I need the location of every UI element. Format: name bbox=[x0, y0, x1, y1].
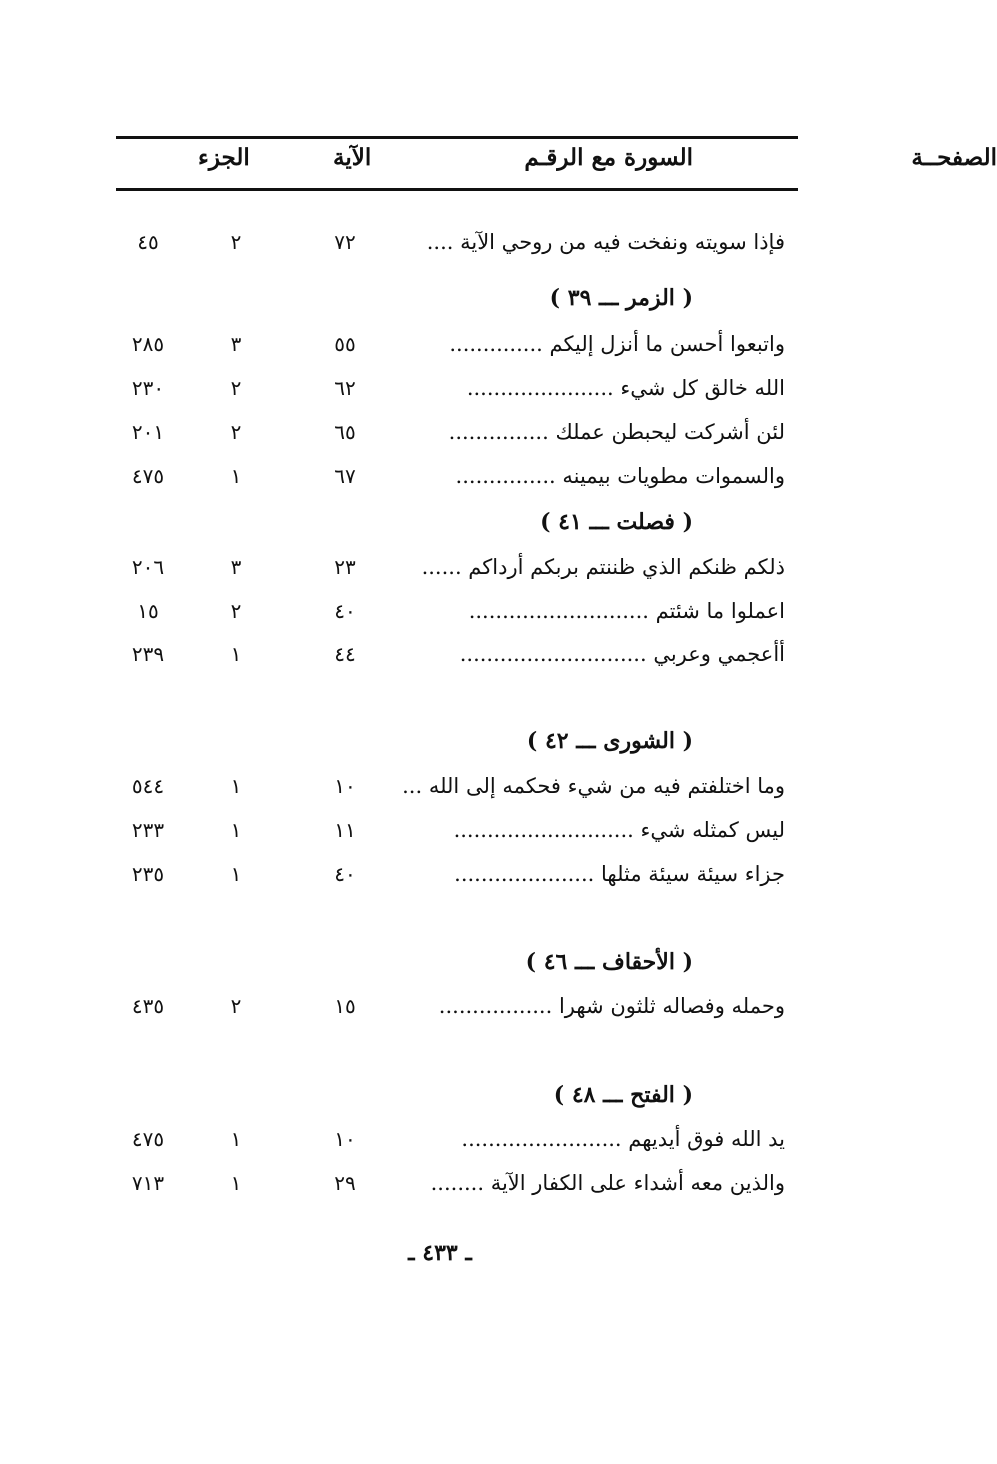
ayah-number: ٦٧ bbox=[334, 464, 356, 488]
page-number: ـ ٤٣٣ ـ bbox=[408, 1240, 472, 1266]
ayah-number: ١٥ bbox=[334, 994, 356, 1018]
verse-text: اعملوا ما شئتم ........................... bbox=[468, 599, 785, 623]
table-row bbox=[0, 547, 881, 587]
table-row bbox=[0, 810, 881, 850]
table-row bbox=[0, 368, 881, 408]
page-ref: ٤٣٥ bbox=[131, 994, 165, 1018]
ayah-number: ٦٢ bbox=[334, 376, 356, 400]
page-ref: ٤٧٥ bbox=[131, 464, 165, 488]
verse-text: الله خالق كل شيء ...................... bbox=[466, 376, 785, 400]
page-ref: ٢٠١ bbox=[131, 420, 165, 444]
table-row bbox=[0, 222, 881, 262]
table-row bbox=[0, 986, 881, 1026]
page-ref: ٤٥ bbox=[137, 230, 159, 254]
juz-number: ٢ bbox=[230, 599, 242, 623]
juz-number: ٢ bbox=[230, 230, 242, 254]
surah-heading bbox=[0, 502, 881, 542]
table-row bbox=[0, 324, 881, 364]
verse-text: وحمله وفصاله ثلثون شهرا ................. bbox=[438, 994, 785, 1018]
ayah-number: ١٠ bbox=[334, 1127, 356, 1151]
page-ref: ٢٠٦ bbox=[131, 555, 165, 579]
verse-text: وما اختلفتم فيه من شيء فحكمه إلى الله ... bbox=[402, 774, 785, 798]
verse-text: والسموات مطويات بيمينه ............... bbox=[455, 464, 785, 488]
juz-number: ١ bbox=[230, 642, 242, 666]
verse-text: أأعجمي وعربي ............................ bbox=[459, 642, 785, 666]
surah-heading-label: ( الأحقاف ـــ ٤٦ ) bbox=[525, 949, 693, 975]
verse-text: لئن أشركت ليحبطن عملك ............... bbox=[448, 420, 785, 444]
ayah-number: ٢٣ bbox=[334, 555, 356, 579]
surah-heading bbox=[0, 942, 881, 982]
ayah-number: ١١ bbox=[334, 818, 356, 842]
verse-text: والذين معه أشداء على الكفار الآية ........ bbox=[430, 1171, 785, 1195]
surah-heading bbox=[0, 1075, 881, 1115]
table-row bbox=[0, 456, 881, 496]
column-header-page: الصفحــة bbox=[911, 144, 997, 171]
ayah-number: ٤٠ bbox=[334, 862, 356, 886]
page-ref: ٧١٣ bbox=[131, 1171, 165, 1195]
table-row bbox=[0, 634, 881, 674]
table-row bbox=[0, 1119, 881, 1159]
ayah-number: ٧٢ bbox=[334, 230, 356, 254]
surah-heading bbox=[0, 721, 881, 761]
ayah-number: ٢٩ bbox=[334, 1171, 356, 1195]
page-ref: ٢٣٣ bbox=[131, 818, 165, 842]
juz-number: ١ bbox=[230, 818, 242, 842]
juz-number: ٢ bbox=[230, 376, 242, 400]
page-ref: ٢٣٩ bbox=[131, 642, 165, 666]
juz-number: ١ bbox=[230, 862, 242, 886]
page-ref: ٥٤٤ bbox=[131, 774, 165, 798]
verse-text: واتبعوا أحسن ما أنزل إليكم .............. bbox=[449, 332, 785, 356]
ayah-number: ٤٤ bbox=[334, 642, 356, 666]
surah-heading-label: ( الزمر ـــ ٣٩ ) bbox=[549, 285, 693, 311]
page-ref: ٢٣٠ bbox=[131, 376, 165, 400]
column-header-surah: السورة مع الرقـم bbox=[524, 144, 693, 171]
verse-text: يد الله فوق أيديهم ........................ bbox=[461, 1127, 785, 1151]
surah-heading bbox=[0, 278, 881, 318]
ayah-number: ٤٠ bbox=[334, 599, 356, 623]
surah-heading-label: ( الفتح ـــ ٤٨ ) bbox=[553, 1082, 693, 1108]
table-row bbox=[0, 591, 881, 631]
verse-text: جزاء سيئة سيئة مثلها ..................... bbox=[454, 862, 785, 886]
surah-heading-label: ( الشورى ـــ ٤٢ ) bbox=[526, 728, 693, 754]
ayah-number: ٥٥ bbox=[334, 332, 356, 356]
table-row bbox=[0, 1163, 881, 1203]
column-header-juz: الجزء bbox=[198, 144, 250, 171]
page-ref: ١٥ bbox=[137, 599, 159, 623]
table-row bbox=[0, 854, 881, 894]
table-row bbox=[0, 766, 881, 806]
juz-number: ٢ bbox=[230, 420, 242, 444]
verse-text: ذلكم ظنكم الذي ظننتم بربكم أرداكم ...... bbox=[421, 555, 785, 579]
juz-number: ٣ bbox=[230, 555, 242, 579]
juz-number: ١ bbox=[230, 1171, 242, 1195]
juz-number: ٢ bbox=[230, 994, 242, 1018]
column-header-ayah: الآية bbox=[333, 144, 372, 171]
ayah-number: ١٠ bbox=[334, 774, 356, 798]
surah-heading-label: ( فصلت ـــ ٤١ ) bbox=[540, 509, 693, 535]
page-ref: ٤٧٥ bbox=[131, 1127, 165, 1151]
ayah-number: ٦٥ bbox=[334, 420, 356, 444]
table-row bbox=[0, 412, 881, 452]
page-ref: ٢٣٥ bbox=[131, 862, 165, 886]
juz-number: ٣ bbox=[230, 332, 242, 356]
verse-text: فإذا سويته ونفخت فيه من روحي الآية .... bbox=[426, 230, 785, 254]
juz-number: ١ bbox=[230, 774, 242, 798]
verse-text: ليس كمثله شيء ........................... bbox=[453, 818, 785, 842]
juz-number: ١ bbox=[230, 1127, 242, 1151]
juz-number: ١ bbox=[230, 464, 242, 488]
page-ref: ٢٨٥ bbox=[131, 332, 165, 356]
